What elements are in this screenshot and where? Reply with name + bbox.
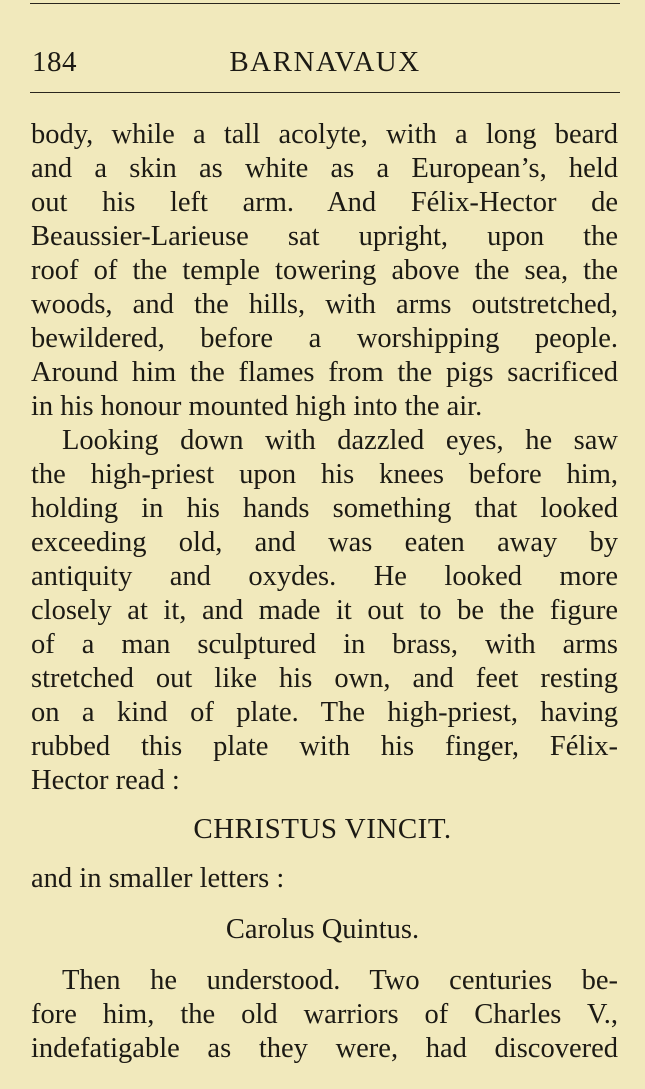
text-line: on a kind of plate. The high-priest, having <box>31 697 618 728</box>
text-line: Around him the flames from the pigs sacrificed <box>31 357 618 388</box>
text-line: closely at it, and made it out to be the figure <box>31 595 618 626</box>
text-line: out his left arm. And Félix-Hector de <box>31 187 618 218</box>
text-line: Looking down with dazzled eyes, he saw <box>62 425 618 456</box>
running-title: BARNAVAUX <box>229 46 421 78</box>
text-line: bewildered, before a worshipping people. <box>31 323 618 354</box>
text-line: antiquity and oxydes. He looked more <box>31 561 618 592</box>
page-number: 184 <box>32 46 77 78</box>
text-line: woods, and the hills, with arms outstretched, <box>31 289 618 320</box>
text-line: Beaussier-Larieuse sat upright, upon the <box>31 221 618 252</box>
text-line: of a man sculptured in brass, with arms <box>31 629 618 660</box>
text-line: roof of the temple towering above the sea, the <box>31 255 618 286</box>
text-line: the high-priest upon his knees before him, <box>31 459 618 490</box>
inscription-heading: CHRISTUS VINCIT. <box>193 813 452 845</box>
text-line: Hector read : <box>31 765 180 796</box>
text-line: body, while a tall acolyte, with a long beard <box>31 119 618 150</box>
text-line: in his honour mounted high into the air. <box>31 391 483 422</box>
text-line: holding in his hands something that looked <box>31 493 618 524</box>
text-line: and in smaller letters : <box>31 863 285 894</box>
page-header <box>30 40 620 84</box>
top-rule <box>30 3 620 4</box>
text-line: fore him, the old warriors of Charles V., <box>31 999 618 1030</box>
text-line: exceeding old, and was eaten away by <box>31 527 618 558</box>
header-rule <box>30 92 620 93</box>
text-line: rubbed this plate with his finger, Félix- <box>31 731 618 762</box>
text-line: stretched out like his own, and feet resting <box>31 663 618 694</box>
inscription-smaller: Carolus Quintus. <box>225 914 420 945</box>
text-line: and a skin as white as a European’s, held <box>31 153 618 184</box>
text-line: indefatigable as they were, had discovered <box>31 1033 618 1064</box>
text-line: Then he understood. Two centuries be- <box>62 965 618 996</box>
